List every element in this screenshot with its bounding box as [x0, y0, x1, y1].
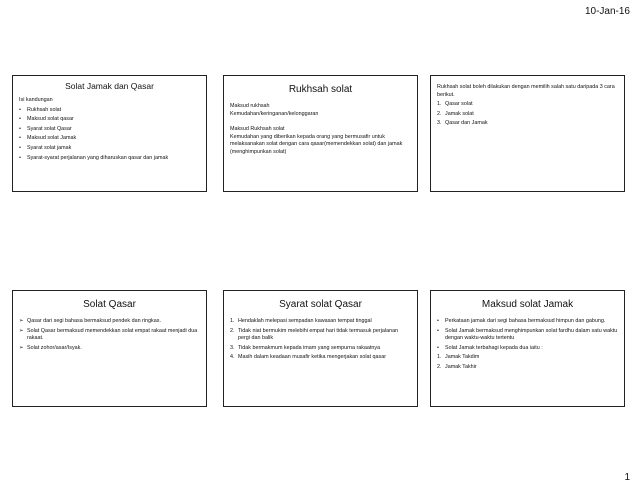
numbered-list: [437, 354, 618, 371]
paragraph-text: Kemudahan yang diberikan kepada orang yang bermusafir untuk melaksanakan solat dengan cara qasar(memendekkan solat) dan jamak (menghimpunkan solat): [230, 133, 403, 155]
slide-body: [431, 318, 624, 372]
slide-body: [13, 97, 206, 162]
slide-body: [13, 318, 206, 352]
list-item: 2. Tidak niat bermukim melebihi empat hari tidak termasuk perjalanan pergi dan balik: [230, 327, 399, 342]
list-item: • Maksud solat Jamak: [19, 135, 77, 142]
page-number: 1: [624, 472, 630, 483]
slide-5: [223, 290, 418, 407]
list-item: • Rukhsah solat: [19, 106, 62, 113]
list-item: 1. Jamak Takdim: [437, 354, 480, 361]
slide-6: [430, 290, 625, 407]
list-item: • Maksud solat qasar: [19, 116, 74, 123]
slide-title: Solat Qasar: [83, 299, 136, 310]
list-item: 1. Hendaklah melepasi sempadan kawasan tempat tinggal: [230, 318, 372, 324]
slide-title: Syarat solat Qasar: [279, 299, 362, 310]
list-item: 4. Masih dalam keadaan musafir ketika mengerjakan solat qasar: [230, 354, 387, 361]
list-item: • Perkataan jamak dari segi bahasa bermaksud himpun dan gabung.: [437, 318, 606, 324]
slide-body: [224, 103, 417, 157]
slide-1: [12, 75, 207, 192]
slide-title: Maksud solat Jamak: [481, 299, 574, 310]
paragraph-heading: Maksud rukhsah: [230, 103, 270, 109]
paragraph-text: Kemudahan/keringanan/kelonggaran: [230, 110, 319, 117]
header-date: 10-Jan-16: [584, 6, 630, 17]
bullet-list: [437, 318, 618, 352]
numbered-list: [437, 101, 618, 128]
list-item: • Syarat-syarat perjalanan yang diharuskan qasar dan jamak: [19, 154, 169, 161]
list-item: 2. Jamak Takhir: [437, 363, 477, 370]
slide-title: Rukhsah solat: [288, 84, 353, 95]
paragraph-heading: Maksud Rukhsah solat: [230, 126, 285, 133]
list-item: ➢ Qasar dari segi bahasa bermaksud pendek dan ringkas.: [19, 318, 161, 324]
list-item: • Solat Jamak bermaksud menghimpunkan solat fardhu dalam satu waktu dengan waktu-waktu tertentu: [437, 327, 618, 342]
list-item: 1. Qasar solat: [437, 101, 473, 108]
bullet-list: [19, 107, 200, 163]
list-item: 2. Jamak solat: [437, 110, 474, 117]
list-item: • Syarat solat jamak: [19, 144, 72, 151]
numbered-list: [230, 318, 411, 362]
intro-text: Isi kandungan: [19, 97, 53, 103]
slide-4: [12, 290, 207, 407]
slide-body: [224, 318, 417, 362]
intro-text: Rukhsah solat boleh dilakukan dengan memilih salah satu daripada 3 cara berikut.: [437, 84, 615, 98]
slide-3: [430, 75, 625, 192]
list-item: 3. Tidak bermakmum kepada imam yang sempurna rakaatnya: [230, 344, 381, 351]
list-item: • Syarat solat Qasar: [19, 125, 72, 132]
slide-title: Solat Jamak dan Qasar: [65, 81, 154, 91]
arrow-list: [19, 318, 200, 352]
list-item: • Solat Jamak terbahagi kepada dua iaitu :: [437, 344, 543, 351]
list-item: ➢ Solat zohor/asar/Isyak.: [19, 344, 82, 351]
slide-2: [223, 75, 418, 192]
list-item: ➢ Solat Qasar bermaksud memendekkan solat empat rakaat menjadi dua rakaat.: [19, 327, 198, 342]
slide-body: [431, 84, 624, 128]
list-item: 3. Qasar dan Jamak: [437, 120, 488, 127]
